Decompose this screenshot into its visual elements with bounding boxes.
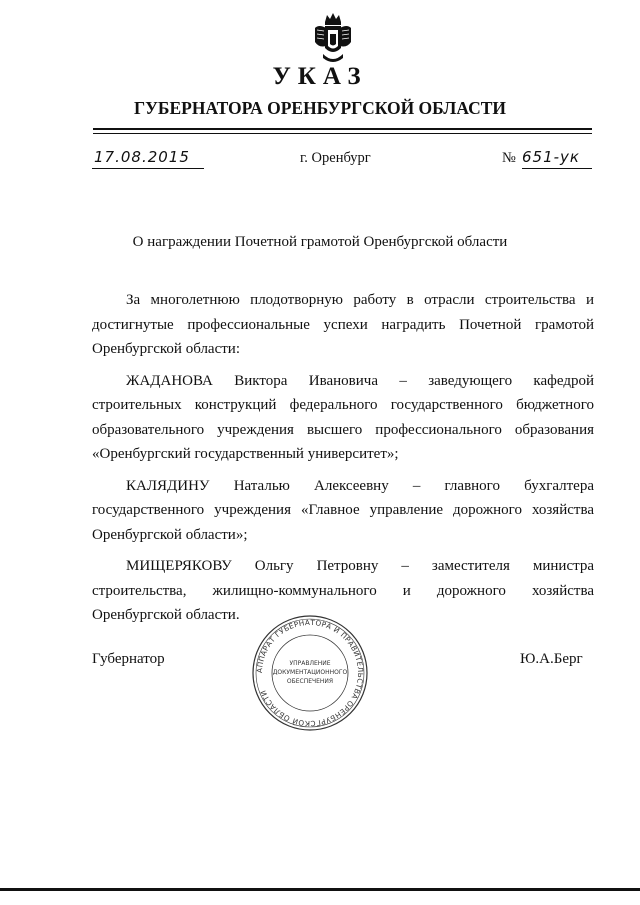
- body-paragraph: КАЛЯДИНУ Наталью Алексеевну – главного бухгалтера государственного учреждения «Главное управление дорожного хозяйства Оренбургской области»;: [92, 477, 594, 543]
- body-paragraph: За многолетнюю плодотворную работу в отрасли строительства и достигнутые профессиональные успехи наградить Почетной грамотой Оренбургской области:: [92, 292, 594, 357]
- body-paragraph: ЖАДАНОВА Виктора Ивановича – заведующего кафедрой строительных конструкций федерального государственного бюджетного образовательного учреждения высшего профессионального образования «Оренбургский государственный университет»;: [92, 372, 594, 462]
- document-body: [92, 288, 594, 635]
- stamp-center-line: ДОКУМЕНТАЦИОННОГО: [272, 669, 348, 676]
- body-paragraph: МИЩЕРЯКОВУ Ольгу Петровну – заместителя министра строительства, жилищно-коммунального и дорожного хозяйства Оренбургской области.: [92, 558, 594, 623]
- footer-divider: [0, 888, 640, 891]
- document-title: УКАЗ: [272, 63, 368, 90]
- document-number: 651-ук: [522, 148, 592, 169]
- signature-position: Губернатор: [92, 651, 165, 667]
- stamp-center-line: УПРАВЛЕНИЕ: [289, 660, 331, 667]
- stamp-center-line: ОБЕСПЕЧЕНИЯ: [286, 678, 334, 685]
- signature-name: Ю.А.Берг: [520, 651, 583, 667]
- header-divider: [93, 128, 592, 130]
- official-stamp: [250, 613, 370, 733]
- document-city: г. Оренбург: [300, 150, 371, 166]
- document-date: 17.08.2015: [92, 148, 204, 169]
- document-subtitle: ГУБЕРНАТОРА ОРЕНБУРГСКОЙ ОБЛАСТИ: [133, 98, 507, 118]
- number-sign: №: [502, 150, 516, 166]
- stamp-ring-text: АППАРАТ ГУБЕРНАТОРА И ПРАВИТЕЛЬСТВА ОРЕНБУРГСКОЙ ОБЛАСТИ: [254, 617, 366, 729]
- header-divider-thin: [93, 133, 592, 134]
- document-heading: О награждении Почетной грамотой Оренбургской области: [132, 234, 508, 250]
- coat-of-arms-icon: [313, 12, 353, 66]
